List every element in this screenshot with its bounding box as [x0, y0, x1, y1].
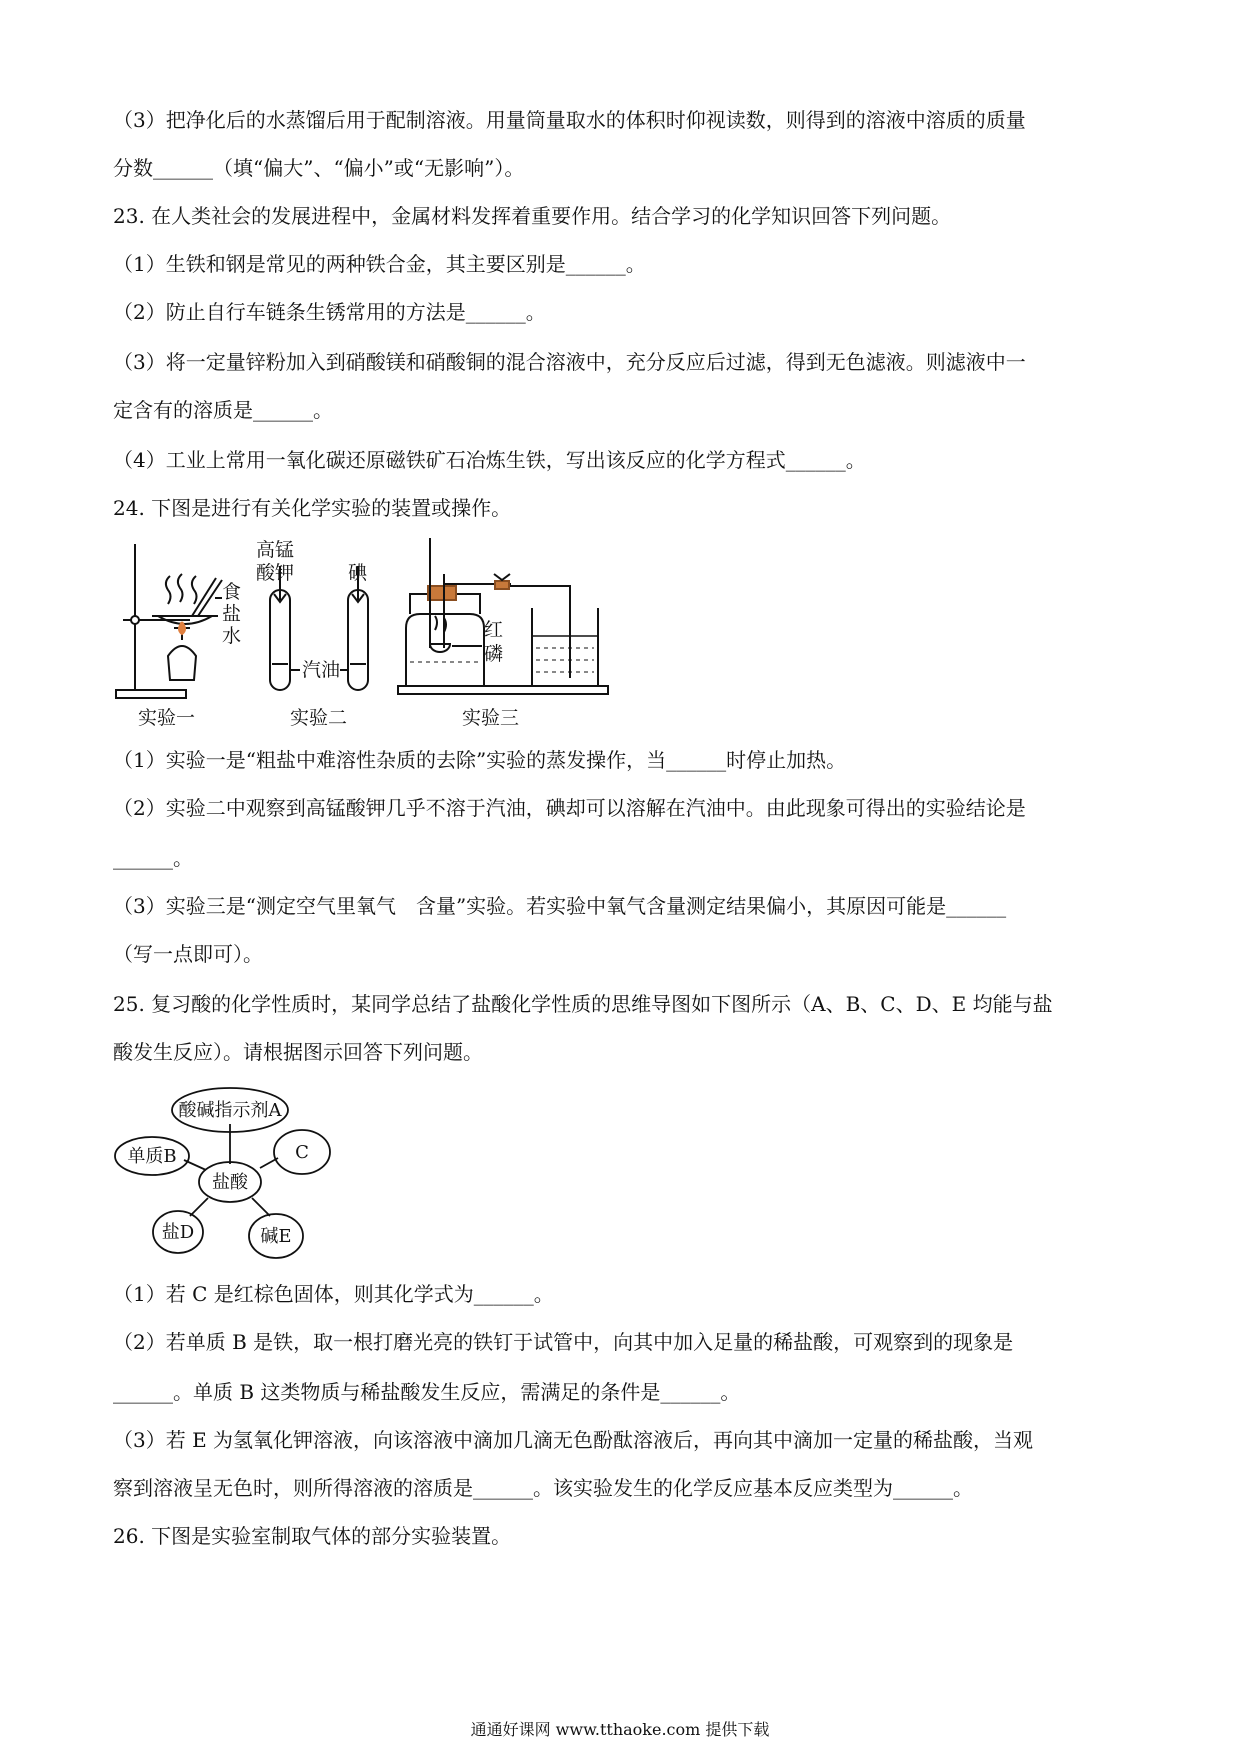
- text-line: （1）若 C 是红棕色固体，则其化学式为______。: [113, 1282, 554, 1306]
- experiment-figure: [110, 536, 610, 736]
- iodine-label: 碘: [348, 562, 368, 584]
- kmno4-label-1: 高锰: [256, 539, 295, 561]
- text-line: （1）生铁和钢是常见的两种铁合金，其主要区别是______。: [113, 252, 646, 276]
- question-23: 23. 在人类社会的发展进程中，金属材料发挥着重要作用。结合学习的化学知识回答下列问题。: [113, 204, 952, 228]
- exp1-side-label-1: 食: [222, 581, 242, 603]
- red-phosphorus-label-1: 红: [484, 619, 504, 641]
- text-line: （写一点即可）。: [113, 942, 263, 966]
- exp2-label: 实验二: [290, 707, 348, 729]
- mind-map-figure: [110, 1082, 350, 1262]
- text-line: ______。: [113, 846, 193, 870]
- question-24: 24. 下图是进行有关化学实验的装置或操作。: [113, 496, 512, 520]
- exp1-label: 实验一: [138, 707, 196, 729]
- node-c: C: [295, 1142, 309, 1163]
- text-line: 定含有的溶质是______。: [113, 398, 333, 422]
- text-line: （1）实验一是“粗盐中难溶性杂质的去除”实验的蒸发操作，当______时停止加热。: [113, 748, 847, 772]
- text-line: （3）实验三是“测定空气里氧气 含量”实验。若实验中氧气含量测定结果偏小，其原因可能是______: [113, 894, 1007, 918]
- text-line: ______。单质 B 这类物质与稀盐酸发生反应，需满足的条件是______。: [113, 1380, 741, 1404]
- text-line: （2）实验二中观察到高锰酸钾几乎不溶于汽油，碘却可以溶解在汽油中。由此现象可得出的实验结论是: [113, 796, 1026, 820]
- text-line: 分数______（填“偏大”、“偏小”或“无影响”）。: [113, 156, 525, 180]
- text-line: （4）工业上常用一氧化碳还原磁铁矿石冶炼生铁，写出该反应的化学方程式______。: [113, 448, 866, 472]
- node-a: 酸碱指示剂A: [178, 1100, 282, 1121]
- exp3-label: 实验三: [462, 707, 520, 729]
- text-line: （2）防止自行车链条生锈常用的方法是______。: [113, 300, 546, 324]
- red-phosphorus-label-2: 磷: [484, 643, 504, 665]
- node-b: 单质B: [127, 1146, 177, 1167]
- question-26: 26. 下图是实验室制取气体的部分实验装置。: [113, 1524, 512, 1548]
- exp1-side-label-3: 水: [222, 625, 242, 647]
- kmno4-label-2: 酸钾: [256, 562, 295, 584]
- text-line: （3）将一定量锌粉加入到硝酸镁和硝酸铜的混合溶液中，充分反应后过滤，得到无色滤液。则滤液中一: [113, 350, 1026, 374]
- text-line: 察到溶液呈无色时，则所得溶液的溶质是______。该实验发生的化学反应基本反应类型为______。: [113, 1476, 973, 1500]
- text-line: （2）若单质 B 是铁，取一根打磨光亮的铁钉于试管中，向其中加入足量的稀盐酸，可观察到的现象是: [113, 1330, 1014, 1354]
- text-line: 酸发生反应）。请根据图示回答下列问题。: [113, 1040, 483, 1064]
- page-footer: 通通好课网 www.tthaoke.com 提供下载: [470, 1720, 770, 1739]
- gasoline-label: 汽油: [302, 659, 341, 681]
- question-25: 25. 复习酸的化学性质时，某同学总结了盐酸化学性质的思维导图如下图所示（A、B、C、D、E 均能与盐: [113, 992, 1053, 1016]
- exp1-side-label-2: 盐: [222, 603, 242, 625]
- text-line: （3）若 E 为氢氧化钾溶液，向该溶液中滴加几滴无色酚酞溶液后，再向其中滴加一定量的稀盐酸，当观: [113, 1428, 1034, 1452]
- node-e: 碱E: [260, 1226, 292, 1247]
- node-d: 盐D: [161, 1222, 195, 1243]
- text-line: （3）把净化后的水蒸馏后用于配制溶液。用量筒量取水的体积时仰视读数，则得到的溶液中溶质的质量: [113, 108, 1026, 132]
- node-center: 盐酸: [212, 1172, 248, 1193]
